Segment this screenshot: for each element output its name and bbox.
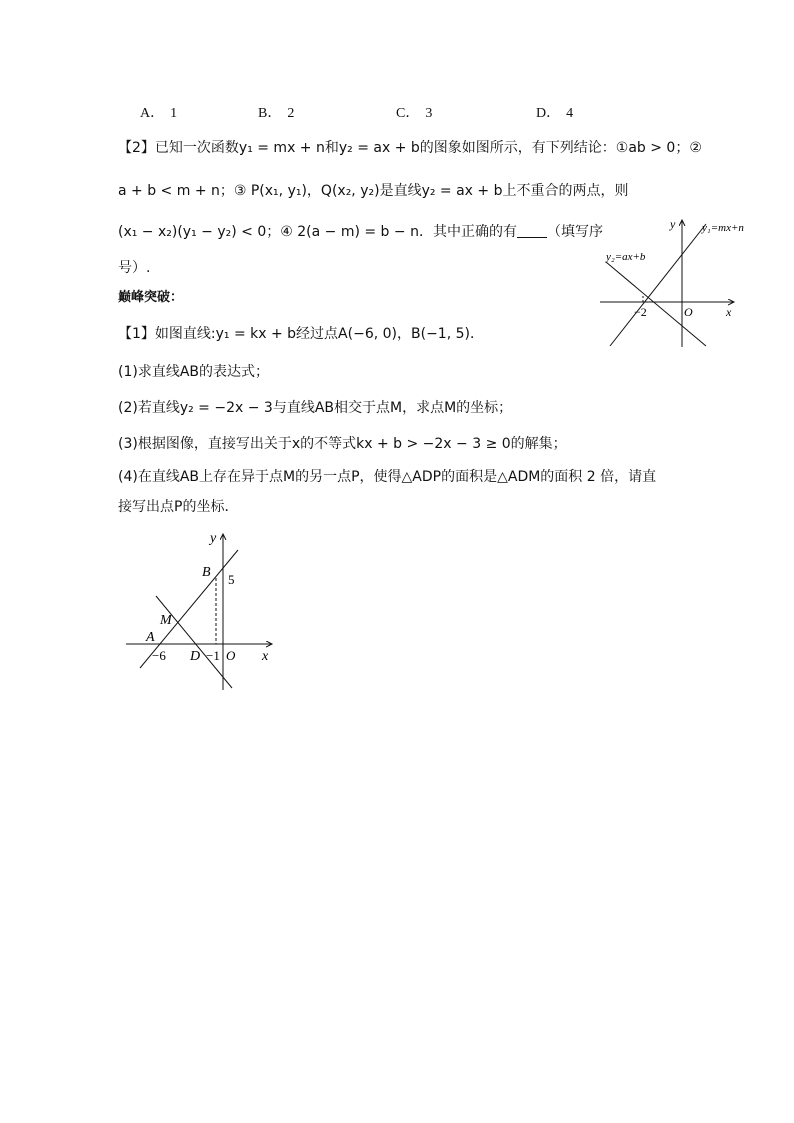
q2-line1: 【2】已知一次函数y₁ = mx + n和y₂ = ax + b的图象如图所示，有下列结论：①ab > 0；② xyxy=(118,140,702,156)
option-b-value: 2 xyxy=(287,106,295,121)
answer-blank[interactable] xyxy=(517,223,547,238)
p1-y-label: y xyxy=(210,531,217,546)
p1-tick-neg6: −6 xyxy=(152,648,166,663)
p1-origin-label: O xyxy=(226,648,236,663)
p1-q2: (2)若直线y₂ = −2x − 3与直线AB相交于点M，求点M的坐标； xyxy=(118,400,513,416)
option-d-value: 4 xyxy=(566,106,574,121)
option-c-value: 3 xyxy=(425,106,433,121)
q2-line-y2 xyxy=(606,262,706,346)
q2-line3-text: (x₁ − x₂)(y₁ − y₂) < 0；④ 2(a − m) = b − n．其中正确的有 xyxy=(118,224,517,240)
p1-q4b: 接写出点P的坐标． xyxy=(118,499,239,515)
p1-q1: (1)求直线AB的表达式； xyxy=(118,364,270,380)
q2-origin-label: O xyxy=(684,305,693,319)
p1-q3: (3)根据图像，直接写出关于x的不等式kx + b > −2x − 3 ≥ 0的解集； xyxy=(118,436,567,452)
q2-line3 xyxy=(118,222,603,242)
q2-line4: 号）. xyxy=(118,260,151,276)
p1-q4a: (4)在直线AB上存在异于点M的另一点P，使得△ADP的面积是△ADM的面积 2 倍，请直 xyxy=(118,469,657,485)
q2-line2: a + b < m + n；③ P(x₁, y₁)，Q(x₂, y₂)是直线y₂ = ax + b上不重合的两点，则 xyxy=(118,183,629,199)
section-title: 巅峰突破： xyxy=(118,290,184,305)
p1-point-m-label: M xyxy=(160,613,172,628)
p1-figure xyxy=(122,528,282,694)
p1-point-a-label: A xyxy=(146,630,155,645)
q2-line-y1 xyxy=(610,224,706,346)
q2-line3-tail: （填写序 xyxy=(546,224,603,240)
q2-line-y1-label: y₁=mx+n xyxy=(702,222,744,234)
p1-tick-neg1: −1 xyxy=(206,648,220,663)
q2-tick-neg2: −2 xyxy=(634,305,647,319)
p1-point-d-label: D xyxy=(190,649,201,664)
option-b: B． 2 xyxy=(258,106,295,121)
p1-intro: 【1】如图直线:y₁ = kx + b经过点A(−6, 0)，B(−1, 5)． xyxy=(118,326,484,342)
p1-line-y2 xyxy=(156,596,232,688)
p1-point-b-label: B xyxy=(202,565,211,580)
q2-figure xyxy=(598,212,760,352)
option-a-value: 1 xyxy=(170,106,178,121)
p1-x-label: x xyxy=(262,649,269,664)
option-c: C． 3 xyxy=(396,106,433,121)
q2-y-label: y xyxy=(670,217,676,231)
option-a: A． 1 xyxy=(140,106,178,121)
q2-x-label: x xyxy=(726,305,732,319)
q2-line-y2-label: y₂=ax+b xyxy=(606,251,646,263)
option-d: D． 4 xyxy=(536,106,574,121)
p1-tick-5: 5 xyxy=(228,572,235,587)
